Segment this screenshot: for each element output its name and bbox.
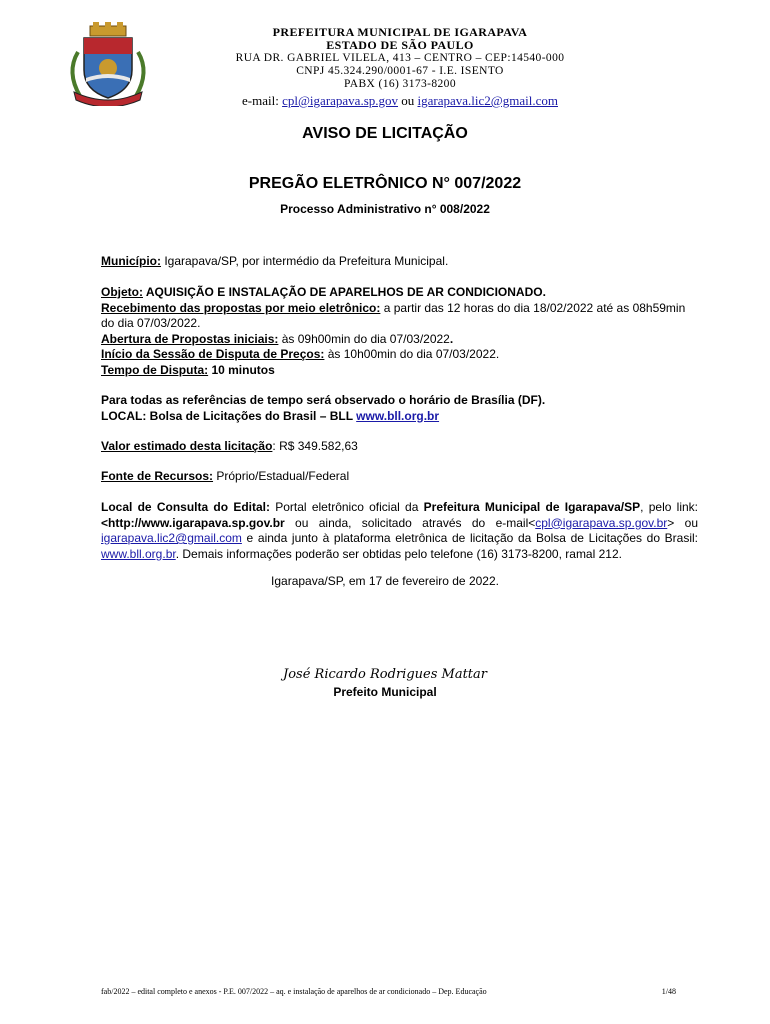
signatory-role: Prefeito Municipal bbox=[333, 685, 437, 699]
email-separator: ou bbox=[398, 93, 418, 108]
municipio-text: Igarapava/SP, por intermédio da Prefeitura Municipal. bbox=[161, 254, 449, 268]
consulta-label: Local de Consulta do Edital: bbox=[101, 500, 270, 514]
consulta-text-6: . Demais informações poderão ser obtidas pelo telefone (16) 3173-8200, ramal 212. bbox=[175, 546, 622, 561]
consulta-text-4: > ou bbox=[667, 515, 698, 530]
details-block bbox=[101, 285, 698, 378]
email-link-cpl[interactable]: cpl@igarapava.sp.gov bbox=[282, 93, 399, 108]
local-text: LOCAL: Bolsa de Licitações do Brasil – BLL bbox=[101, 408, 357, 423]
header-cnpj: CNPJ 45.324.290/0001-67 - I.E. ISENTO bbox=[296, 65, 504, 77]
bll-link[interactable]: www.bll.org.br bbox=[356, 408, 440, 423]
signatory-name: José Ricardo Rodrigues Mattar bbox=[283, 667, 487, 682]
header-email-line bbox=[190, 93, 610, 109]
fonte-paragraph bbox=[101, 469, 698, 485]
consulta-site: <http://www.igarapava.sp.gov.br bbox=[101, 515, 285, 530]
consulta-bll-link[interactable]: www.bll.org.br bbox=[101, 546, 176, 561]
fonte-text: Próprio/Estadual/Federal bbox=[213, 469, 350, 483]
valor-text: : R$ 349.582,63 bbox=[272, 439, 358, 453]
municipio-label: Município: bbox=[101, 254, 161, 268]
consulta-city-hall: Prefeitura Municipal de Igarapava/SP bbox=[423, 500, 641, 514]
time-reference-text: Para todas as referências de tempo será observado o horário de Brasília (DF). bbox=[101, 393, 546, 407]
header-city-hall: PREFEITURA MUNICIPAL DE IGARAPAVA bbox=[272, 25, 528, 39]
valor-paragraph bbox=[101, 439, 698, 455]
auction-number-title: PREGÃO ELETRÔNICO N° 007/2022 bbox=[248, 175, 522, 192]
footer-text: fab/2022 – edital completo e anexos - P.E. 007/2022 – aq. e instalação de aparelhos de ar condicionado – Dep. Educação bbox=[101, 987, 487, 996]
objeto-label: Objeto: bbox=[101, 285, 143, 299]
valor-label: Valor estimado desta licitação bbox=[101, 439, 273, 453]
time-reference-block bbox=[101, 393, 698, 424]
consulta-email-gmail-link[interactable]: igarapava.lic2@gmail.com bbox=[101, 531, 242, 545]
consulta-text-3: ou ainda, solicitado através do e-mail< bbox=[284, 515, 536, 530]
page-number: 1/48 bbox=[661, 987, 676, 996]
abertura-text: às 09h00min do dia 07/03/2022 bbox=[278, 331, 450, 346]
email-link-gmail[interactable]: igarapava.lic2@gmail.com bbox=[417, 93, 558, 108]
consulta-paragraph bbox=[101, 500, 698, 562]
header-phone: PABX (16) 3173-8200 bbox=[344, 78, 456, 90]
notice-title: AVISO DE LICITAÇÃO bbox=[302, 125, 468, 142]
inicio-text: às 10h00min do dia 07/03/2022. bbox=[324, 347, 500, 361]
tempo-label: Tempo de Disputa: bbox=[101, 362, 209, 377]
inicio-label: Início da Sessão de Disputa de Preços: bbox=[101, 347, 325, 361]
consulta-text-1: Portal eletrônico oficial da bbox=[270, 500, 424, 514]
fonte-label: Fonte de Recursos: bbox=[101, 469, 214, 483]
page-footer bbox=[101, 987, 676, 996]
abertura-end: . bbox=[449, 331, 454, 346]
consulta-email-cpl-link[interactable]: cpl@igarapava.sp.gov.br bbox=[535, 515, 668, 530]
header-state: ESTADO DE SÃO PAULO bbox=[326, 38, 474, 52]
recebimento-label: Recebimento das propostas por meio eletrônico: bbox=[101, 300, 381, 315]
abertura-label: Abertura de Propostas iniciais: bbox=[101, 331, 279, 346]
date-line: Igarapava/SP, em 17 de fevereiro de 2022. bbox=[271, 574, 499, 588]
consulta-text-2: , pelo link: bbox=[640, 500, 698, 514]
consulta-text-5: e ainda junto à plataforma eletrônica de licitação da Bolsa de Licitações do Brasil: bbox=[241, 531, 698, 545]
municipal-crest-icon bbox=[60, 22, 156, 106]
email-label: e-mail: bbox=[242, 93, 283, 108]
header-address: RUA DR. GABRIEL VILELA, 413 – CENTRO – CEP:14540-000 bbox=[235, 52, 565, 64]
municipio-paragraph bbox=[101, 254, 698, 270]
tempo-text: 10 minutos bbox=[208, 362, 275, 377]
letterhead bbox=[190, 26, 610, 109]
recebimento-text: a partir das 12 horas do dia 18/02/2022 até as 08h59min do dia 07/03/2022. bbox=[101, 300, 686, 330]
objeto-text: AQUISIÇÃO E INSTALAÇÃO DE APARELHOS DE AR CONDICIONADO. bbox=[143, 285, 546, 299]
process-number: Processo Administrativo n° 008/2022 bbox=[280, 202, 490, 216]
